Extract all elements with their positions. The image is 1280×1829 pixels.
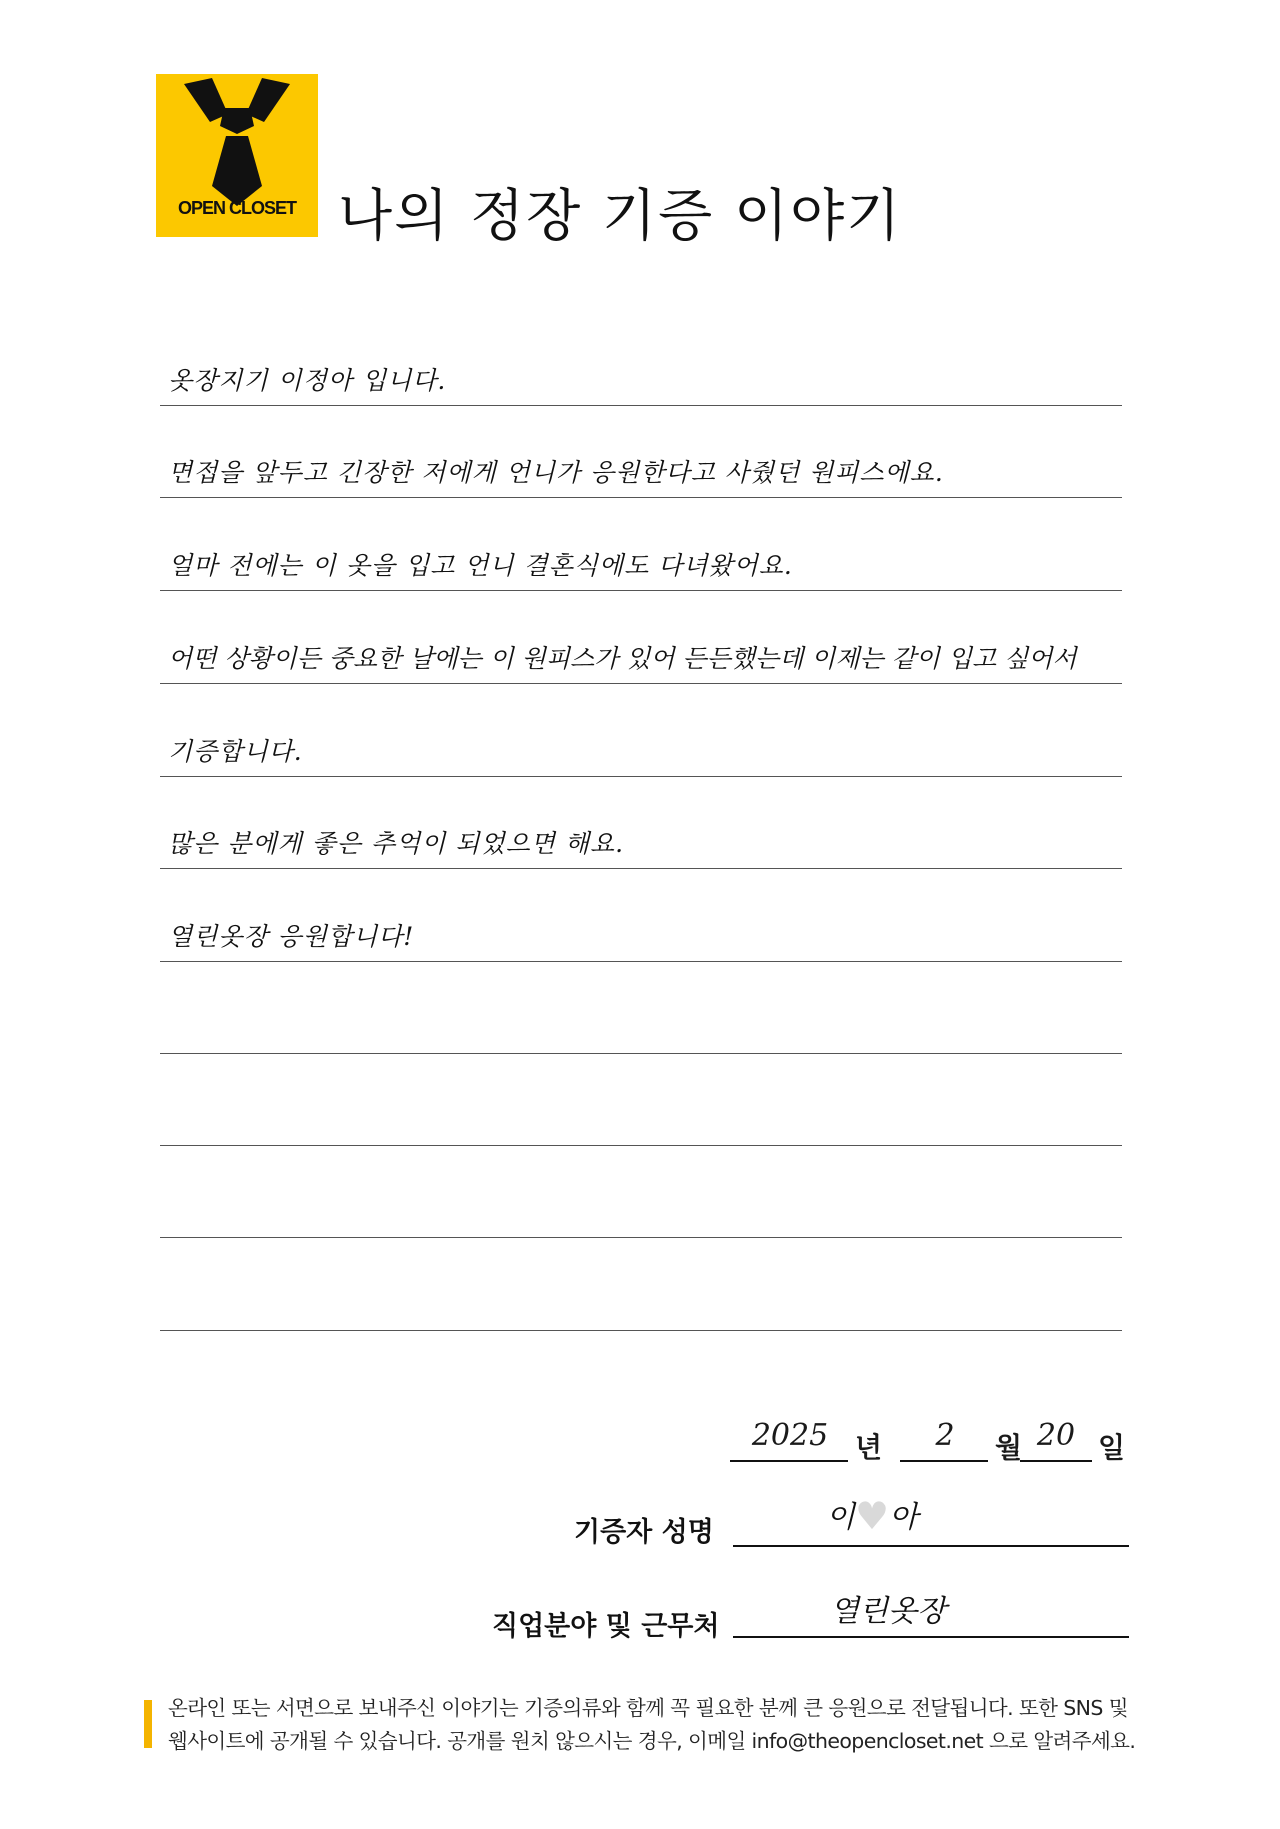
date-month-line [900, 1460, 988, 1462]
donor-name-suffix: 아 [889, 1500, 919, 1535]
job-value: 열린옷장 [830, 1594, 946, 1629]
ruled-line [160, 961, 1122, 962]
job-label: 직업분야 및 근무처 [492, 1611, 720, 1642]
ruled-line [160, 1237, 1122, 1238]
date-month-unit: 월 [995, 1431, 1023, 1464]
story-line-text: 얼마 전에는 이 옷을 입고 언니 결혼식에도 다녀왔어요. [168, 551, 793, 580]
ruled-line [160, 868, 1122, 869]
ruled-line [160, 683, 1122, 684]
date-year-line [730, 1460, 848, 1462]
notice-line-2: 웹사이트에 공개될 수 있습니다. 공개를 원치 않으시는 경우, 이메일 info@theopencloset.net 으로 알려주세요. [168, 1729, 1136, 1753]
donor-name-value [826, 1492, 918, 1538]
heart-icon: ♥ [854, 1494, 890, 1538]
job-line [733, 1636, 1129, 1638]
date-row [730, 1418, 1130, 1468]
ruled-line [160, 405, 1122, 406]
ruled-line [160, 1330, 1122, 1331]
date-day-unit: 일 [1098, 1431, 1126, 1464]
ruled-line [160, 1053, 1122, 1054]
ruled-line [160, 590, 1122, 591]
notice-line-1: 온라인 또는 서면으로 보내주신 이야기는 기증의류와 함께 꼭 필요한 분께 큰 응원으로 전달됩니다. 또한 SNS 및 [168, 1696, 1128, 1720]
story-line-text: 열린옷장 응원합니다! [168, 922, 415, 951]
donor-name-label: 기증자 성명 [574, 1517, 714, 1548]
story-line-text: 많은 분에게 좋은 추억이 되었으면 해요. [168, 829, 625, 858]
donor-name-line [733, 1545, 1129, 1547]
story-line-text: 면접을 앞두고 긴장한 저에게 언니가 응원한다고 사줬던 원피스에요. [168, 458, 944, 487]
date-month: 2 [935, 1418, 955, 1453]
story-line-text: 어떤 상황이든 중요한 날에는 이 원피스가 있어 든든했는데 이제는 같이 입고 싶어서 [168, 644, 1077, 673]
date-year: 2025 [751, 1418, 829, 1453]
page-title: 나의 정장 기증 이야기 [338, 184, 903, 249]
notice-accent-bar [144, 1700, 152, 1748]
donor-name-prefix: 이 [826, 1500, 855, 1535]
logo-text: OPEN CLOSET [177, 198, 296, 218]
date-day: 20 [1036, 1418, 1076, 1453]
story-line-text: 옷장지기 이정아 입니다. [168, 366, 447, 395]
date-day-line [1020, 1460, 1092, 1462]
notice-text [168, 1692, 1148, 1758]
ruled-line [160, 776, 1122, 777]
ruled-line [160, 1145, 1122, 1146]
date-year-unit: 년 [855, 1431, 883, 1464]
open-closet-logo [156, 74, 318, 237]
story-line-text: 기증합니다. [168, 737, 303, 766]
ruled-line [160, 497, 1122, 498]
